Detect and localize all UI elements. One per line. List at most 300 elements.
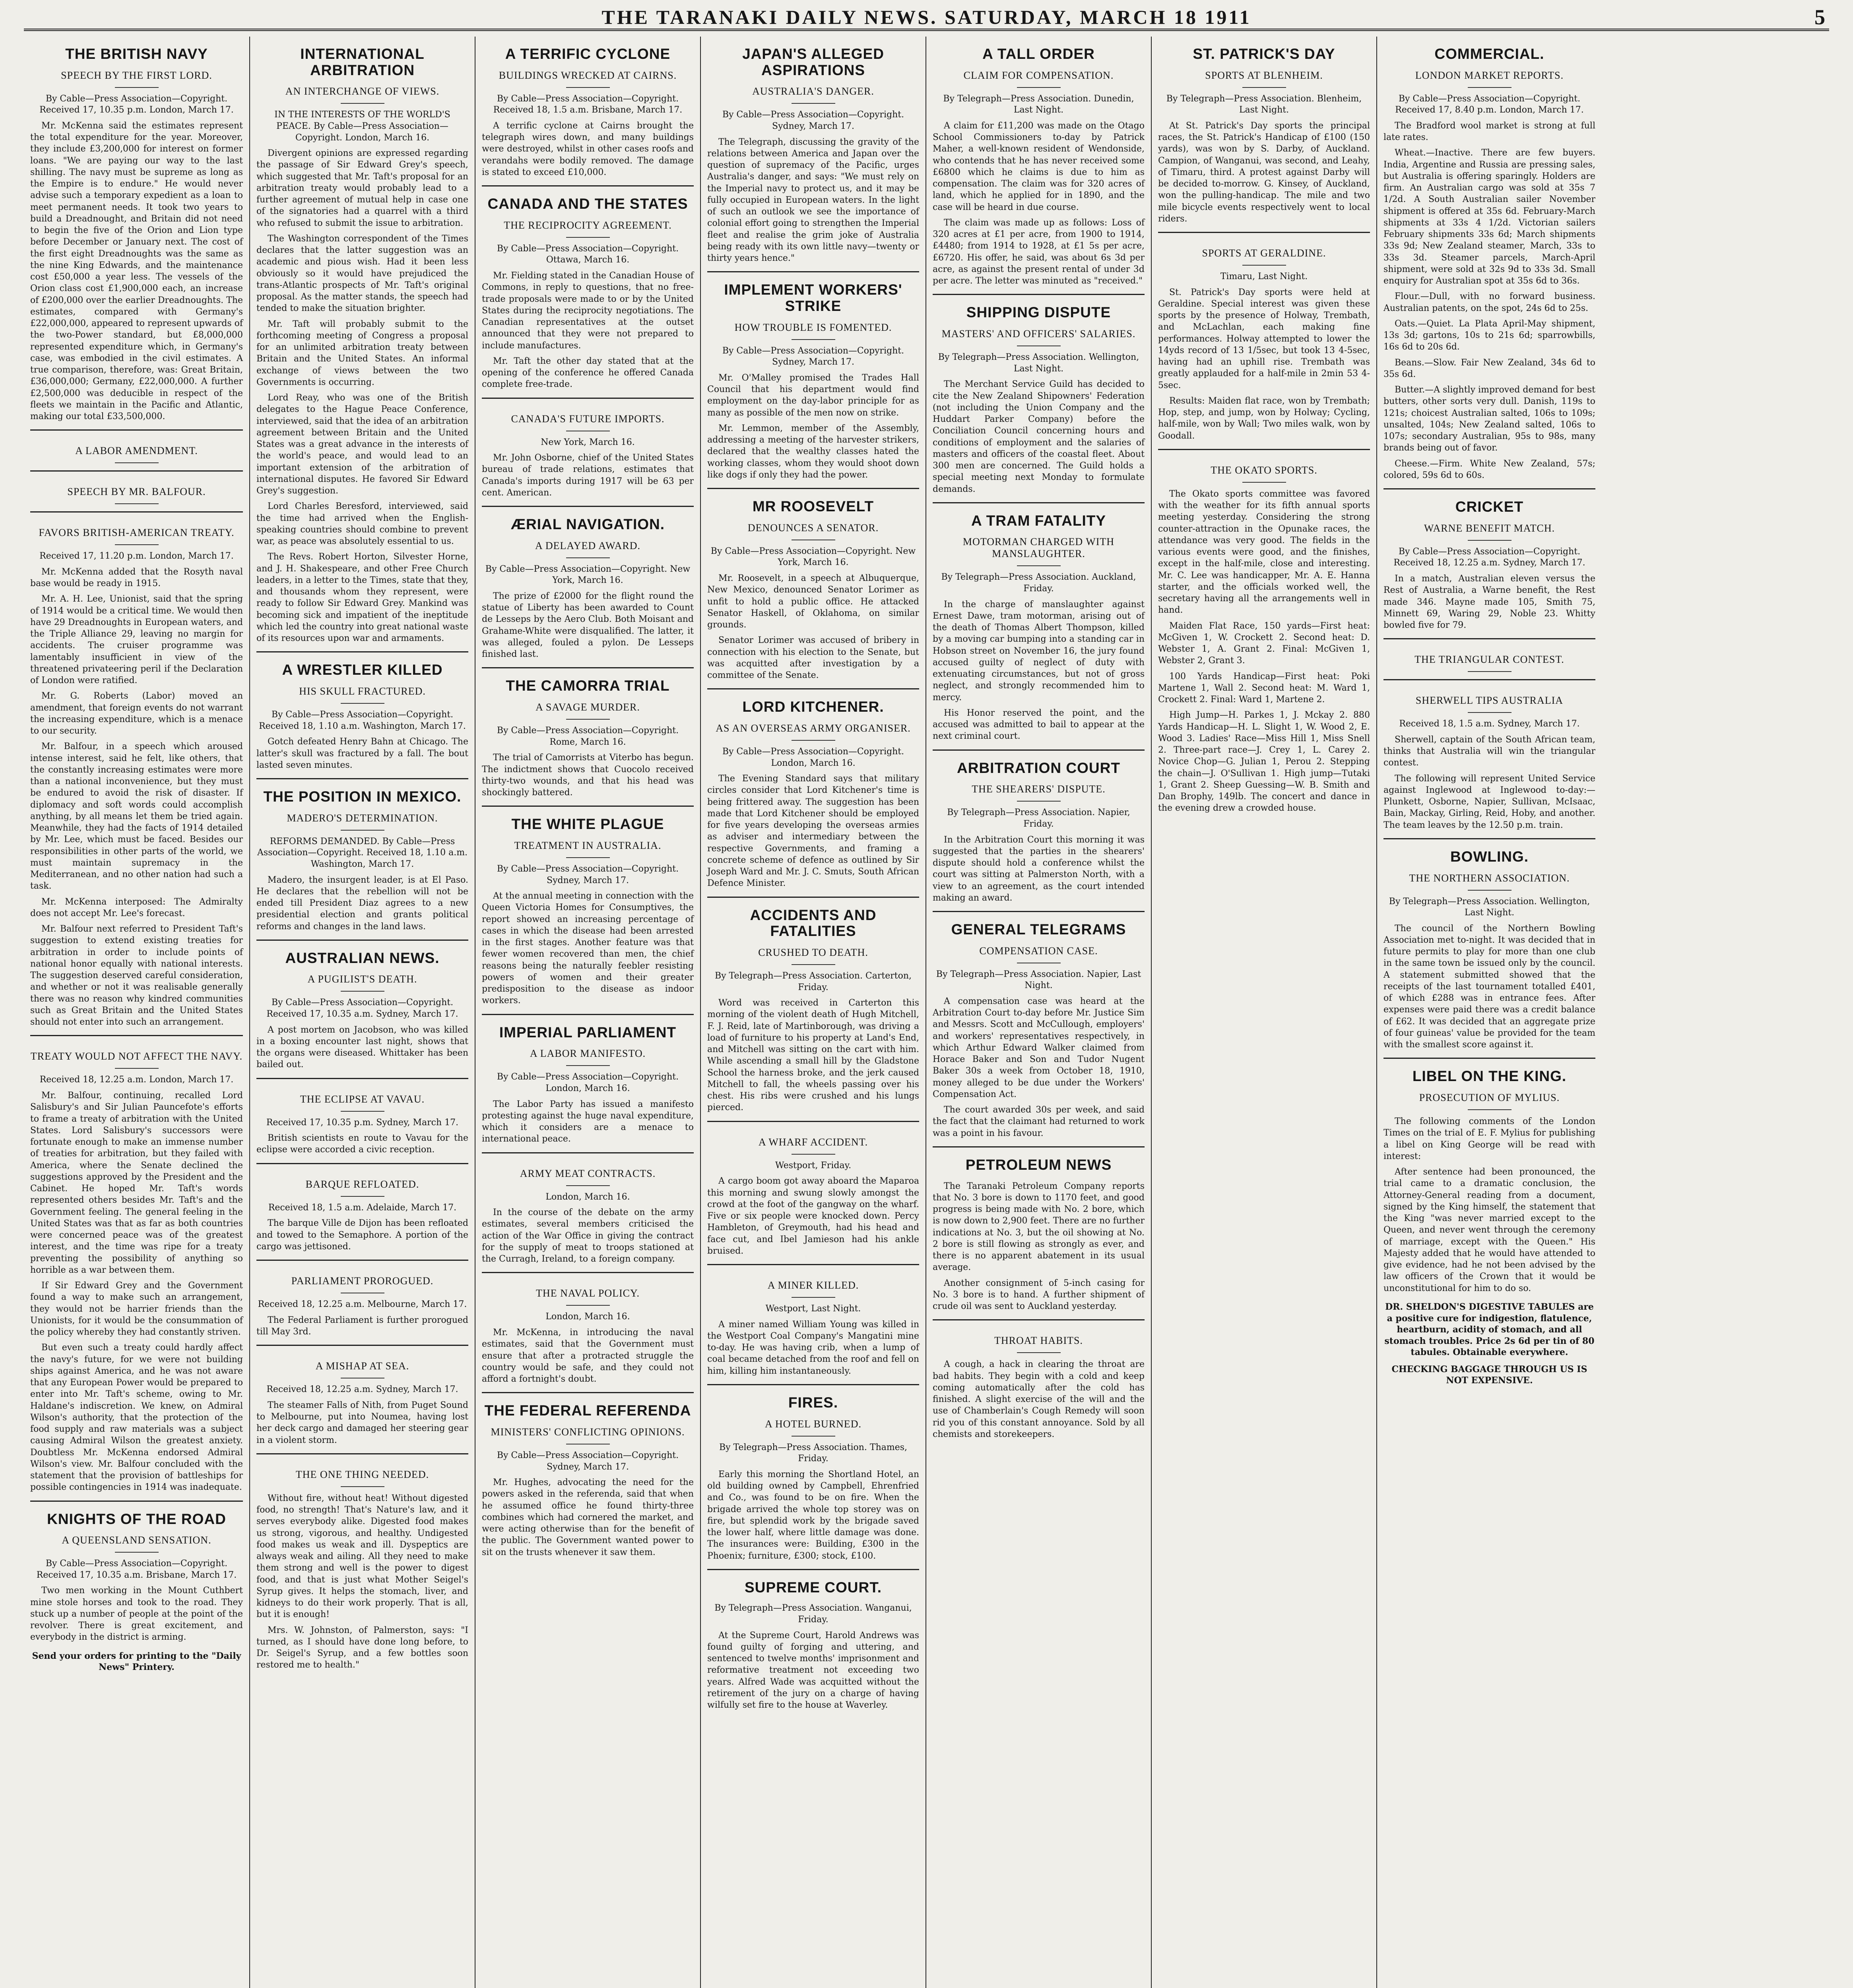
article [482,185,694,390]
subheadline: MASTERS' AND OFFICERS' SALARIES. [941,328,1136,340]
paragraph: At St. Patrick's Day sports the principal races, the St. Patrick's Handicap of £100 (150 yards), was won by S. Darby, of Auckland. Campion, of Wanganui, was second, and Leahy, of Timaru, third. A protest against Darby will be decided to-morrow. G. Kinsey, of Auckland, won the pulling-handicap. The mile and two mile bicycle events respectively went to local riders. [1158,120,1370,224]
subheadline: SPEECH BY THE FIRST LORD. [61,69,212,81]
column-2 [249,37,475,1988]
subheadline: THE NAVAL POLICY. [536,1287,640,1299]
subheadline: HIS SKULL FRACTURED. [299,685,426,697]
paragraph: Mr. McKenna added that the Rosyth naval base would be ready in 1915. [30,567,243,589]
article [1158,449,1370,814]
divider [115,1552,159,1553]
headline: THE POSITION IN MEXICO. [263,788,462,805]
article [482,1272,694,1385]
paragraph: Mr. McKenna said the estimates represent the total expenditure for the year. Moreover, they include £3,200,000 for interest on former loans. "We are paying our way to the last shilling. The navy must be supreme as long as the Empire is to endure." He would never advise such a temporary expedient as a loan to meet permanent needs. It took two years to build a Dreadnought, and Britain did not need to begin the five of the Orion and Lion type before December or January next. The cost of the first eight Dreadnoughts was the same as the nine King Edwards, and the maintenance cost £50,000 a year less. The vessels of the Orion class cost £1,900,000 each, an increase of £200,000 over the earlier Dreadnoughts. The estimates, compared with Germany's £22,000,000, appeared to represent upwards of the two-Power standard, but £8,000,000 represented expenditure which, in Germany's case, was embodied in the civil estimates. A true comparison, therefore, was: Great Britain, £36,000,000; Germany, £22,000,000. A further £2,500,000 was deducible in respect of the fleets we maintain in the Pacific and Atlantic, making our total £33,500,000. [30,120,243,422]
subheadline: TREATY WOULD NOT AFFECT THE NAVY. [30,1050,243,1062]
paragraph: Flour.—Dull, with no forward business. Australian patents, on the spot, 24s 6d to 25s. [1383,291,1595,313]
divider [566,1185,610,1186]
headline: THE WHITE PLAGUE [511,816,664,833]
paragraph: Mr. Hughes, advocating the need for the powers asked in the referenda, said that when he assumed office he found thirty-three combines which had cornered the market, and were acting otherwise than for the benefit of the public. The Government wanted power to sit on the trusts whenever it saw them. [482,1477,694,1557]
dateline: By Cable—Press Association—Copyright. Received 17, 10.35 p.m. London, March 17. [39,93,234,115]
paragraph: Without fire, without heat! Without digested food, no strength! That's Nature's law, and it serves everybody alike. Digested food makes us strong, vigorous, and healthy. Undigested food makes us weak and ill. Dyspeptics are always weak and ailing. All they need to make them strong and well is the power to digest food, and that is just what Mother Seigel's Syrup gives. It helps the stomach, liver, and kidneys to do their work properly. That is all, but it is enough! [256,1493,468,1620]
paragraph: The Labor Party has issued a manifesto protesting against the huge naval expenditure, which it considers are a menace to international peace. [482,1099,694,1144]
notice-luggage: CHECKING BAGGAGE THROUGH US IS NOT EXPENSIVE. [1391,1364,1587,1386]
paragraph: Madero, the insurgent leader, is at El Paso. He declares that the rebellion will not be ended till President Diaz agrees to a new presidential election and grants political reforms and changes in the land laws. [256,875,468,932]
paragraph: 100 Yards Handicap—First heat: Poki Martene 1, Wall 2. Second heat: M. Ward 1, Crockett 2. Final: Ward 1, Martene 2. [1158,671,1370,705]
subheadline: SHERWELL TIPS AUSTRALIA [1415,695,1564,707]
subheadline: SPORTS AT BLENHEIM. [1205,69,1323,81]
paragraph: A miner named William Young was killed in the Westport Coal Company's Mangatini mine to-day. He was having crib, when a lump of coal became detached from the roof and fell on him, killing him instantaneously. [707,1319,919,1376]
article [1383,488,1595,631]
divider [566,719,610,720]
divider [115,1068,159,1069]
paragraph: High Jump—H. Parkes 1, J. Mckay 2. 880 Yards Handicap—H. L. Slight 1, W. Wood 2, E. Wood 3. Ladies' Race—Miss Hill 1, Miss Snell 2. Three-part race—J. Crey 1, L. Carey 2. Novice Chop—G. Julian 1, Perou 2. Stepping the chain—J. O'Sullivan 1. High jump—Tutaki 1, Grant 2. Sheep Guessing—W. B. Smith and Dan Brophy, 149lb. The concert and dance in the evening drew a crowded house. [1158,710,1370,813]
dateline: Received 18, 12.25 a.m. London, March 17. [39,1075,234,1085]
article [482,398,694,499]
subheadline: MINISTERS' CONFLICTING OPINIONS. [491,1426,685,1438]
divider [792,740,835,741]
divider [1017,1352,1061,1353]
divider [1242,265,1286,266]
paragraph: Cheese.—Firm. White New Zealand, 57s; colored, 59s 6d to 60s. [1383,458,1595,480]
headline: PETROLEUM NEWS [965,1156,1112,1173]
dateline: By Cable—Press Association—Copyright. Sydney, March 17. [497,1450,679,1472]
subheadline: PROSECUTION OF MYLIUS. [1419,1092,1560,1104]
subheadline: AUSTRALIA'S DANGER. [752,85,874,97]
paragraph: Mr. John Osborne, chief of the United States bureau of trade relations, estimates that Canada's imports during 1917 will be 63 per cent. American. [482,453,694,498]
article [482,806,694,1006]
paragraph: Mr. A. H. Lee, Unionist, said that the spring of 1914 would be a critical time. We would then have 29 Dreadnoughts in European waters, and the Triple Alliance 29, leaving no margin for accidents. The cruiser programme was lamentably insufficient in view of the threatened privateering peril if the Declaration of London were ratified. [30,594,243,686]
paragraph: Mr. Fielding stated in the Canadian House of Commons, in reply to questions, that no free-trade proposals were made to or by the United States during the reciprocity negotiations. The Canadian representatives at the outset announced that they were not prepared to include manufactures. [482,271,694,351]
article [482,667,694,798]
dateline: By Cable—Press Association—Copyright. Received 17, 10.35 a.m. Sydney, March 17. [266,998,458,1019]
subheadline: COMPENSATION CASE. [979,945,1098,957]
article [1158,232,1370,442]
divider [1017,801,1061,802]
paragraph: A claim for £11,200 was made on the Otago School Commissioners to-day by Patrick Maher, a well-known resident of Wendonside, who contends that he has never received some £6800 which he claims is due to him as compensation. The claim was for 320 acres of land, which he applied for in 1890, and the case will be heard in due course. [933,120,1145,212]
paragraph: The claim was made up as follows: Loss of 320 acres at £1 per acre, from 1900 to 1914, £4480; from 1914 to 1928, at £1 5s per acre, £6720. His offer, he said, was about 6s 3d per acre, as against the present rental of under 3d per acre. The letter was minuted as "received." [933,217,1145,286]
divider [792,339,835,340]
paragraph: After sentence had been pronounced, the trial came to a dramatic conclusion, the Attorney-General reading from a document, signed by the King himself, the statement that the King "was never married except to the Queen, and never went through the ceremony of marriage, except with the Queen." His Majesty added that he would have attended to give evidence, had he not been advised by the law officers of the Crown that it would be unconstitutional for him to do so. [1383,1167,1595,1293]
dateline: By Cable—Press Association—Copyright. New York, March 16. [485,564,691,586]
paragraph: Maiden Flat Race, 150 yards—First heat: McGiven 1, W. Crockett 2. Second heat: D. Webster 1, A. Grant 2. Final: McGiven 1, Webster 2, Grant 3. [1158,621,1370,666]
headline: MR ROOSEVELT [752,498,874,515]
dateline: By Cable—Press Association—Copyright. Received 18, 1.10 a.m. Washington, March 17. [259,710,466,731]
paragraph: Results: Maiden flat race, won by Trembath; Hop, step, and jump, won by Holway; Cycling, half-mile, won by Wall; Two miles walk, won by Goodall. [1158,396,1370,441]
subheadline: A MINER KILLED. [767,1279,859,1291]
article [707,688,919,889]
dateline: London, March 16. [545,1192,630,1202]
dateline: By Telegraph—Press Association. Auckland, Friday. [941,572,1136,594]
headline: SUPREME COURT. [745,1579,882,1596]
paragraph: In the charge of manslaughter against Ernest Dawe, tram motorman, arising out of the death of Thomas Albert Thompson, killed by a moving car bumping into a standing car in Hobson street on November 16, the jury found accused guilty of neglect of duty with extenuating circumstances, but not of gross neglect, and strongly recommended him to mercy. [933,599,1145,703]
subheadline: MADERO'S DETERMINATION. [287,812,438,824]
subheadline: THROAT HABITS. [994,1335,1083,1347]
dateline: By Cable—Press Association—Copyright. Received 18, 12.25 a.m. Sydney, March 17. [1393,546,1585,568]
paragraph: The Okato sports committee was favored with the weather for its fifth annual sports meeting yesterday. Considering the strong counter-attraction in the Opunake races, the attendance was very good. The fields in the various events were good, and the finishes, except in the half-mile, close and interesting. Mr. C. Lee was handicapper, Mr. A. E. Hanna starter, and the officials worked well, the secretary having all the arrangements well in hand. [1158,489,1370,615]
headline: BOWLING. [1450,848,1529,865]
paragraph: Lord Reay, who was one of the British delegates to the Hague Peace Conference, interviewed, said that the idea of an arbitration agreement between Britain and the United States was a great advance in the interests of the world's peace, and would lead to an important extension of the arbitration of international disputes. He favored Sir Edward Grey's suggestion. [256,393,468,496]
article [482,1152,694,1265]
dateline: Received 18, 12.25 a.m. Melbourne, March 17. [258,1299,467,1310]
headline: COMMERCIAL. [1434,46,1544,62]
paragraph: The Washington correspondent of the Times declares that the latter suggestion was an academic and pious wish. Had it been less obviously so it would have prejudiced the trans-Atlantic prospects of Mr. Taft's original proposal. As the matter stands, the speech had tended to make the situation brighter. [256,233,468,314]
paragraph: But even such a treaty could hardly affect the navy's future, for we were not building ships against America, and he was not aware that any European Power would be prepared to enter into Mr. Taft's scheme, owing to Mr. Haldane's indiscretion. We knew, on Admiral Wilson's authority, that the protection of the food supply and raw materials was a subject causing Admiral Wilson the greatest anxiety. Doubtless Mr. McKenna endorsed Admiral Wilson's view. Mr. Balfour concluded with the statement that the provision of battleships for possible contingencies in 1914 was inadequate. [30,1343,243,1493]
notice-dyspepsia: DR. SHELDON'S DIGESTIVE TABULES are a positive cure for indigestion, flatulence, heartburn, acidity of stomach, and all stomach troubles. Price 2s 6d per tin of 80 tabules. Obtainable everywhere. [1384,1301,1595,1358]
divider [1017,87,1061,88]
divider [341,703,384,704]
dateline: By Cable—Press Association—Copyright. Sydney, March 17. [722,110,904,131]
divider [566,1305,610,1306]
column-7 [1376,37,1602,1988]
subheadline: ARMY MEAT CONTRACTS. [520,1167,656,1179]
headline: KNIGHTS OF THE ROAD [47,1510,226,1527]
paragraph: His Honor reserved the point, and the accused was admitted to bail to appear at the next criminal court. [933,708,1145,742]
article [1383,1058,1595,1294]
paragraph: Lord Charles Beresford, interviewed, said the time had arrived when the English-speaking countries should combine to prevent war, as peace was absolutely essential to us. [256,501,468,547]
dateline: REFORMS DEMANDED. By Cable—Press Association—Copyright. Received 18, 1.10 a.m. Washington, March 17. [257,836,468,869]
divider [1468,890,1512,891]
paragraph: Oats.—Quiet. La Plata April-May shipment, 13s 3d; gartons, 10s to 21s 6d; sparrowbills, 16s 6d to 20s 6d. [1383,318,1595,352]
article [482,1392,694,1558]
paragraph: Mr. McKenna interposed: The Admiralty does not accept Mr. Lee's forecast. [30,897,243,918]
paragraph: Mr. G. Roberts (Labor) moved an amendment, that foreign events do not warrant the increasing expenditure, which is a menace to our security. [30,691,243,736]
article [707,37,919,264]
divider [341,1196,384,1197]
dateline: By Cable—Press Association—Copyright. Received 17, 10.35 a.m. Brisbane, March 17. [36,1559,237,1580]
article [933,911,1145,1139]
dateline: Westport, Last Night. [765,1304,861,1314]
dateline: By Cable—Press Association—Copyright. New York, March 16. [710,546,916,568]
article [933,37,1145,287]
paragraph: Two men working in the Mount Cuthbert mine stole horses and took to the road. They stuck up a number of people at the point of the revolver. There is great excitement, and everybody in the district is arming. [30,1586,243,1642]
subheadline: THE NORTHERN ASSOCIATION. [1409,872,1570,884]
headline: THE CAMORRA TRIAL [506,678,670,694]
article [482,506,694,660]
paragraph: A compensation case was heard at the Arbitration Court to-day before Mr. Justice Sim and Messrs. Scott and McCullough, employers' and workers' representatives respectively, in which Arthur Edward Walker claimed from Horace Baker and Son and Tudor Nugent Baker 30s a week from October 18, 1910, money alleged to be due under the Workers' Compensation Act. [933,996,1145,1099]
article [256,1345,468,1446]
subheadline: FAVORS BRITISH-AMERICAN TREATY. [39,527,235,539]
subheadline: CRUSHED TO DEATH. [758,947,868,958]
subheadline: PARLIAMENT PROROGUED. [291,1275,434,1287]
paragraph: Mr. O'Malley promised the Trades Hall Council that his department would find employment on the day-labor principle for as many as possible of the men now on strike. [707,373,919,418]
paragraph: Butter.—A slightly improved demand for best butters, other sorts very dull. Danish, 119s to 121s; choicest Australian salted, 106s to 109s; unsalted, 104s; New Zealand salted, 106s to 107s; secondary Australian, 95s to 98s, many brands being out of favor. [1383,385,1595,453]
article [256,651,468,771]
article [256,940,468,1071]
paragraph: A post mortem on Jacobson, who was killed in a boxing encounter last night, shows that the organs were diseased. Whittaker has been bailed out. [256,1025,468,1070]
dateline: By Telegraph—Press Association. Napier, Last Night. [936,969,1141,991]
paragraph: British scientists en route to Vavau for the eclipse were accorded a civic reception. [256,1133,468,1155]
divider [341,1111,384,1112]
paragraph: The prize of £2000 for the flight round the statue of Liberty has been awarded to Count de Lesseps by the Aero Club. Both Moisant and Grahame-White were disqualified. The latter, it was alleged, fouled a pylon. De Lesseps finished last. [482,591,694,660]
subheadline: A WHARF ACCIDENT. [758,1136,868,1148]
paragraph: The Evening Standard says that military circles consider that Lord Kitchener's time is being frittered away. The suggestion has been made that Lord Kitchener should be employed for five years developing the overseas armies as adviser and intermediary between the respective Governments, and framing a concrete scheme of defence as outlined by Sir Joseph Ward and Mr. J. C. Smuts, South African Defence Minister. [707,774,919,889]
dateline: London, March 16. [545,1312,630,1322]
paragraph: A cough, a hack in clearing the throat are bad habits. They begin with a cold and keep coming automatically after the cold has finished. A slight exercise of the will and the use of Chamberlain's Cough Remedy will soon rid you of this constant annoyance. Sold by all chemists and storekeepers. [933,1359,1145,1439]
headline: ACCIDENTS AND FATALITIES [750,907,877,940]
paragraph: Mr. Taft the other day stated that at the opening of the conference he offered Canada complete free-trade. [482,356,694,390]
columns [24,37,1829,1988]
paragraph: Wheat.—Inactive. There are few buyers. India, Argentine and Russia are pressing sales, but Australia is offering sparingly. Holders are firm. An Australian cargo was sold at 35s 7 1/2d. A South Australian sailer November shipment is offered at 35s 6d. February-March shipments at 33s 4 1/2d. Victorian sailers February shipments 33s 6d; March shipments 33s 9d; New Zealand steamer, March, 33s to 33s 3d. Steamer parcels, March-April shipment, were sold at 32s 9d to 33s 3d. Small enquiry for Australian spot at 35s 6d to 36s. [1383,148,1595,286]
article [933,502,1145,742]
subheadline: A SAVAGE MURDER. [536,701,640,713]
dateline: By Cable—Press Association—Copyright. Received 17, 8.40 p.m. London, March 17. [1395,93,1584,115]
headline: INTERNATIONAL ARBITRATION [300,46,425,78]
headline: A TALL ORDER [982,46,1095,62]
divider [1468,87,1512,88]
paragraph: In the Arbitration Court this morning it was suggested that the parties in the shearers' dispute should hold a conference whilst the court was sitting at Palmerston North, with a view to an agreement, as the court intended making an award. [933,835,1145,903]
paragraph: A cargo boom got away aboard the Maparoa this morning and swung slowly amongst the crowd at the foot of the gangway on the wharf. Five or six people were knocked down. Percy Hambleton, of Greymouth, had his head and face cut, and Ibel Jamieson had his ankle bruised. [707,1176,919,1256]
paragraph: The steamer Falls of Nith, from Puget Sound to Melbourne, put into Noumea, having lost her deck cargo and damaged her steering gear in a violent storm. [256,1400,468,1445]
headline: FIRES. [788,1394,838,1411]
article [707,488,919,681]
headline: CANADA AND THE STATES [487,196,688,212]
divider [115,503,159,504]
column-4 [700,37,926,1988]
article [933,1319,1145,1440]
subheadline: THE TRIANGULAR CONTEST. [1414,654,1564,666]
headline: A WRESTLER KILLED [282,662,443,678]
headline: ÆRIAL NAVIGATION. [511,516,665,533]
paragraph: The Revs. Robert Horton, Silvester Horne, and J. H. Shakespeare, and other Free Church leaders, in a letter to the Times, state that they, and thousands whom they represent, were ready to follow Sir Edward Grey. Mankind was becoming sick and impatient of the ineptitude which led the country into great national waste of its resources upon war and armaments. [256,552,468,644]
dateline: By Cable—Press Association—Copyright. Sydney, March 17. [722,346,904,367]
subheadline: CLAIM FOR COMPENSATION. [963,69,1114,81]
dateline: By Cable—Press Association—Copyright. London, March 16. [722,746,904,768]
divider [566,857,610,858]
paragraph: The following comments of the London Times on the trial of E. F. Mylius for publishing a libel on King George will be read with interest: [1383,1116,1595,1161]
column-5 [926,37,1151,1988]
dateline: Received 17, 10.35 p.m. Sydney, March 17. [266,1117,459,1128]
paragraph: Mr. Balfour, continuing, recalled Lord Salisbury's and Sir Julian Pauncefote's efforts to frame a treaty of arbitration with the United States. Lord Salisbury's successors were fortunate enough to make an immense number of treaties for arbitration, but they failed with America, where the Senate declined the suggestions approved by the President and the Cabinet. He hoped Mr. Taft's words represented others besides Mr. Taft's and the Government feeling. The general feeling in the United States was that as far as both countries were concerned peace was of the greatest interest, and the time was ripe for a treaty preventing the possibility of anything so horrible as a war between them. [30,1091,243,1275]
dateline: Received 17, 11.20 p.m. London, March 17. [39,551,234,561]
divider [1468,712,1512,713]
divider [1017,565,1061,566]
paragraph: The barque Ville de Dijon has been refloated and towed to the Semaphore. A portion of the cargo was jettisoned. [256,1218,468,1252]
page-number: 5 [1814,5,1825,29]
subheadline: LONDON MARKET REPORTS. [1415,69,1564,81]
headline: IMPLEMENT WORKERS' STRIKE [724,282,902,314]
subheadline: THE ECLIPSE AT VAVAU. [300,1093,425,1105]
paragraph: The trial of Camorrists at Viterbo has begun. The indictment shows that Cuocolo received thirty-two wounds, and that his head was shockingly battered. [482,753,694,798]
divider [341,103,384,104]
dateline: By Telegraph—Press Association. Dunedin, Last Night. [943,93,1134,115]
paragraph: In a match, Australian eleven versus the Rest of Australia, a Warne benefit, the Rest made 346. Mayne made 105, Smith 75, Minnett 69, Waring 29, Noble 23. Whitty bowled five for 79. [1383,574,1595,630]
divider [1242,482,1286,483]
paragraph: A terrific cyclone at Cairns brought the telegraph wires down, and many buildings were destroyed, whilst in other cases roofs and verandahs were bodily removed. The damage is stated to exceed £10,000. [482,120,694,177]
article [256,1453,468,1671]
headline: CRICKET [1455,499,1524,515]
article [30,37,243,422]
article [256,778,468,932]
subheadline: BUILDINGS WRECKED AT CAIRNS. [499,69,677,81]
divider [1468,540,1512,541]
dateline: By Telegraph—Press Association. Blenheim, Last Night. [1166,93,1362,115]
subheadline: A QUEENSLAND SENSATION. [62,1534,211,1546]
divider [1242,87,1286,88]
article [30,1501,243,1643]
paragraph: Senator Lorimer was accused of bribery in connection with his election to the Senate, but was acquitted after investigation by a committee of the Senate. [707,635,919,680]
article [1383,37,1595,481]
divider [566,557,610,558]
article [30,1035,243,1493]
divider [1468,1109,1512,1110]
article [707,1121,919,1257]
subheadline: A HOTEL BURNED. [765,1418,861,1430]
divider [792,1154,835,1155]
divider [1468,671,1512,672]
subheadline: A DELAYED AWARD. [535,540,641,551]
headline: AUSTRALIAN NEWS. [285,949,440,966]
divider [341,830,384,831]
dateline: By Cable—Press Association—Copyright. Sydney, March 17. [497,864,679,885]
article [707,271,919,481]
article [933,1146,1145,1312]
article [30,429,243,463]
divider [115,87,159,88]
dateline: By Telegraph—Press Association. Wellington, Last Night. [938,352,1139,374]
column-3 [475,37,700,1988]
headline: JAPAN'S ALLEGED ASPIRATIONS [742,46,884,78]
column-6 [1151,37,1376,1988]
article [256,1078,468,1156]
article [707,1569,919,1711]
article [30,511,243,1028]
divider [341,1486,384,1487]
subheadline: DENOUNCES A SENATOR. [747,522,879,534]
article [707,1384,919,1562]
article [482,1014,694,1145]
subheadline: AN INTERCHANGE OF VIEWS. [285,85,440,97]
dateline: By Cable—Press Association—Copyright. Received 18, 1.5 a.m. Brisbane, March 17. [493,93,683,115]
subheadline: A LABOR AMENDMENT. [75,445,198,457]
dateline: By Cable—Press Association—Copyright. London, March 16. [497,1072,679,1093]
paragraph: The Taranaki Petroleum Company reports that No. 3 bore is down to 1170 feet, and good progress is being made with No. 2 bore, which is now down to 2,900 feet. There are no further indications at No. 3, but the oil showing at No. 2 bore is still flowing as strongly as ever, and there is no apparent abatement in its usual average. [933,1181,1145,1273]
paragraph: At the Supreme Court, Harold Andrews was found guilty of forging and uttering, and sentenced to twelve months' imprisonment and reformative treatment not exceeding two years. Alfred Wade was acquitted without the retirement of the jury on a charge of having wilfully set fire to the house at Waverley. [707,1630,919,1710]
article [933,294,1145,495]
divider [792,964,835,965]
paragraph: Sherwell, captain of the South African team, thinks that Australia will win the triangular contest. [1383,734,1595,768]
divider [792,1297,835,1298]
headline: ARBITRATION COURT [957,759,1120,776]
dateline: Westport, Friday. [775,1160,852,1171]
subheadline: SPORTS AT GERALDINE. [1202,247,1326,259]
headline: A TRAM FATALITY [971,512,1106,529]
dateline: IN THE INTERESTS OF THE WORLD'S PEACE. By Cable—Press Association—Copyright. London, March 16. [274,110,450,143]
subheadline: SPEECH BY MR. BALFOUR. [67,486,206,498]
dateline: Received 18, 12.25 a.m. Sydney, March 17. [266,1384,458,1395]
subheadline: THE SHEARERS' DISPUTE. [972,783,1106,795]
publication-title: THE TARANAKI DAILY NEWS. SATURDAY, MARCH 18 1911 [601,6,1252,28]
paragraph: Mr. Taft will probably submit to the forthcoming meeting of Congress a proposal for an unlimited arbitration treaty between Britain and the United States. An informal exchange of views between the two Governments is occurring. [256,319,468,387]
paragraph: Mrs. W. Johnston, of Palmerston, says: "I turned, as I should have done long before, to Dr. Seigel's Syrup, and a few bottles soon restored me to health." [256,1625,468,1670]
dateline: By Telegraph—Press Association. Wanganui, Friday. [714,1603,912,1625]
paragraph: Mr. McKenna, in introducing the naval estimates, said that the Government must ensure that after a protracted struggle the country would be safe, and they could not afford a fortnight's doubt. [482,1328,694,1384]
dateline: New York, March 16. [541,437,635,447]
paragraph: If Sir Edward Grey and the Government found a way to make such an arrangement, they would not be harrier friends than the Unionists, for it would be the consummation of the policy whereby they had constantly striven. [30,1281,243,1338]
headline: THE FEDERAL REFERENDA [484,1402,691,1419]
headline: SHIPPING DISPUTE [966,304,1111,321]
headline: ST. PATRICK'S DAY [1193,46,1335,62]
dateline: By Telegraph—Press Association. Carterton, Friday. [714,971,912,992]
article [1158,37,1370,225]
divider [566,87,610,88]
divider [566,237,610,238]
subheadline: A PUGILIST'S DEATH. [307,973,417,985]
notice-printing: Send your orders for printing to the "Daily News" Printery. [32,1650,241,1673]
paragraph: The Bradford wool market is strong at full late rates. [1383,120,1595,143]
subheadline: AS AN OVERSEAS ARMY ORGANISER. [716,722,911,734]
subheadline: WARNE BENEFIT MATCH. [1424,522,1555,534]
paragraph: St. Patrick's Day sports were held at Geraldine. Special interest was given these sports by the presence of Holway, Trembath, and McLachlan, each making fine performances. Holway attempted to lower the 14yds record of 13 1/5sec, but took 13 4-5sec, having had an uphill rise. Trembath was greatly applauded for a half-mile in 2min 53 4-5sec. [1158,287,1370,390]
subheadline: HOW TROUBLE IS FOMENTED. [734,321,892,333]
dateline: Received 18, 1.5 a.m. Adelaide, March 17. [268,1202,457,1213]
dateline: By Telegraph—Press Association. Thames, Friday. [719,1442,908,1464]
divider [115,462,159,463]
paragraph: In the course of the debate on the army estimates, several members criticised the action of the War Office in giving the contract for the supply of meat to troops stationed at the Curragh, Ireland, to a foreign company. [482,1208,694,1264]
article [482,37,694,178]
headline: GENERAL TELEGRAMS [951,921,1126,938]
subheadline: A LABOR MANIFESTO. [530,1048,646,1060]
paragraph: Early this morning the Shortland Hotel, an old building owned by Campbell, Ehrenfried and Co., was found to be on fire. When the brigade arrived the whole top storey was on fire, but splendid work by the brigade saved the lower half, where little damage was done. The insurances were: Building, £300 in the Phoenix; furniture, £300; stock, £100. [707,1469,919,1561]
paragraph: Mr. Lemmon, member of the Assembly, addressing a meeting of the harvester strikers, declared that the wealthy classes hated the working classes, whom they would shoot down like dogs if only they had the power. [707,423,919,480]
article [256,1163,468,1252]
paragraph: The council of the Northern Bowling Association met to-night. It was decided that in future permits to play for more than one club in the same town be issued only by the council. A statement submitted showed that the receipts of the last tournament totalled £401, of which £288 was in entrance fees. After expenses were paid there was a credit balance of £62. It was decided that an aggregate prize of four guineas' value be provided for the team with the smallest score against it. [1383,923,1595,1050]
paragraph: Beans.—Slow. Fair New Zealand, 34s 6d to 35s 6d. [1383,357,1595,379]
dateline: By Telegraph—Press Association. Wellington, Last Night. [1389,896,1590,918]
article [256,1260,468,1338]
subheadline: THE ONE THING NEEDED. [295,1468,429,1480]
paragraph: At the annual meeting in connection with the Queen Victoria Homes for Consumptives, the report showed an increasing percentage of cases in which the disease had been arrested in the first stages. Another feature was that fewer women recovered than men, the chief reasons being the naturally feebler resisting powers of women and their greater predisposition to the disease as indoor workers. [482,891,694,1006]
paragraph: Mr. Roosevelt, in a speech at Albuquerque, New Mexico, denounced Senator Lorimer as unfit to hold a public office. He attacked Senator Haskell, of Oklahoma, on similar grounds. [707,573,919,630]
divider [115,544,159,545]
article [30,470,243,504]
dateline: By Cable—Press Association—Copyright. Ottawa, March 16. [497,243,679,265]
headline: IMPERIAL PARLIAMENT [499,1024,677,1041]
article [256,37,468,644]
paragraph: Gotch defeated Henry Bahn at Chicago. The latter's skull was fractured by a fall. The bout lasted seven minutes. [256,737,468,770]
article [1383,838,1595,1051]
dateline: Received 18, 1.5 a.m. Sydney, March 17. [1399,719,1580,729]
subheadline: TREATMENT IN AUSTRALIA. [514,840,662,852]
paragraph: The Federal Parliament is further prorogued till May 3rd. [256,1315,468,1337]
paragraph: Mr. Balfour, in a speech which aroused intense interest, said he felt, like others, that the constantly increasing estimates were more than a national inconvenience, but they must be endured to avoid the risk of disaster. If diplomacy and soft words could accomplish anything, by all means let them be tried again. Meanwhile, they had the facts of 1914 detailed by Mr. Lee, which must be faced. Besides our responsibilities in other parts of the world, we must maintain supremacy in the Mediterranean, and no other nation had such a task. [30,742,243,891]
headline: LIBEL ON THE KING. [1412,1068,1567,1085]
divider [566,1065,610,1066]
headline: THE BRITISH NAVY [65,46,208,62]
article [1383,638,1595,672]
paragraph: Another consignment of 5-inch casing for No. 3 bore is to hand. A further shipment of crude oil was sent to Auckland yesterday. [933,1278,1145,1312]
headline: LORD KITCHENER. [742,699,884,715]
paragraph: The court awarded 30s per week, and said the fact that the claimant had returned to work was a point in his favour. [933,1105,1145,1138]
dateline: By Telegraph—Press Association. Napier, Friday. [947,808,1130,829]
article [1383,679,1595,831]
paragraph: The Telegraph, discussing the gravity of the relations between America and Japan over the question of supremacy of the Pacific, urges Australia's danger, and says: "We must rely on the Imperial navy to protect us, and it may be fully occupied in European waters. In the light of such an outlook we see the importance of colonial effort going to strengthen the Imperial fleet and realise the grim joke of Australia being ready with its own little navy—twenty or thirty years hence." [707,137,919,264]
paragraph: Divergent opinions are expressed regarding the passage of Sir Edward Grey's speech, which suggested that Mr. Taft's proposal for an arbitration treaty would probably lead to a further agreement of mutual help in case one of the signatories had a quarrel with a third who refused to submit the issue to arbitration. [256,148,468,228]
paragraph: The Merchant Service Guild has decided to cite the New Zealand Shipowners' Federation (not including the Union Company and the Huddart Parker Company) before the Conciliation Council concerning hours and conditions of employment and the salaries of masters and officers of the coastal fleet. About 300 men are concerned. The Guild holds a special meeting next Monday to formulate demands. [933,379,1145,494]
dateline: Timaru, Last Night. [1220,272,1308,282]
masthead [24,6,1829,31]
divider [792,103,835,104]
subheadline: A MISHAP AT SEA. [315,1360,409,1372]
article [707,897,919,1114]
dateline: By Cable—Press Association—Copyright. Rome, March 16. [497,726,679,747]
subheadline: CANADA'S FUTURE IMPORTS. [511,413,665,425]
divider [792,1436,835,1437]
column-1 [24,37,249,1988]
subheadline: THE OKATO SPORTS. [1211,464,1317,476]
subheadline: MOTORMAN CHARGED WITH MANSLAUGHTER. [962,536,1115,560]
article [707,1264,919,1377]
headline: A TERRIFIC CYCLONE [505,46,671,62]
divider [341,991,384,992]
article [933,749,1145,904]
